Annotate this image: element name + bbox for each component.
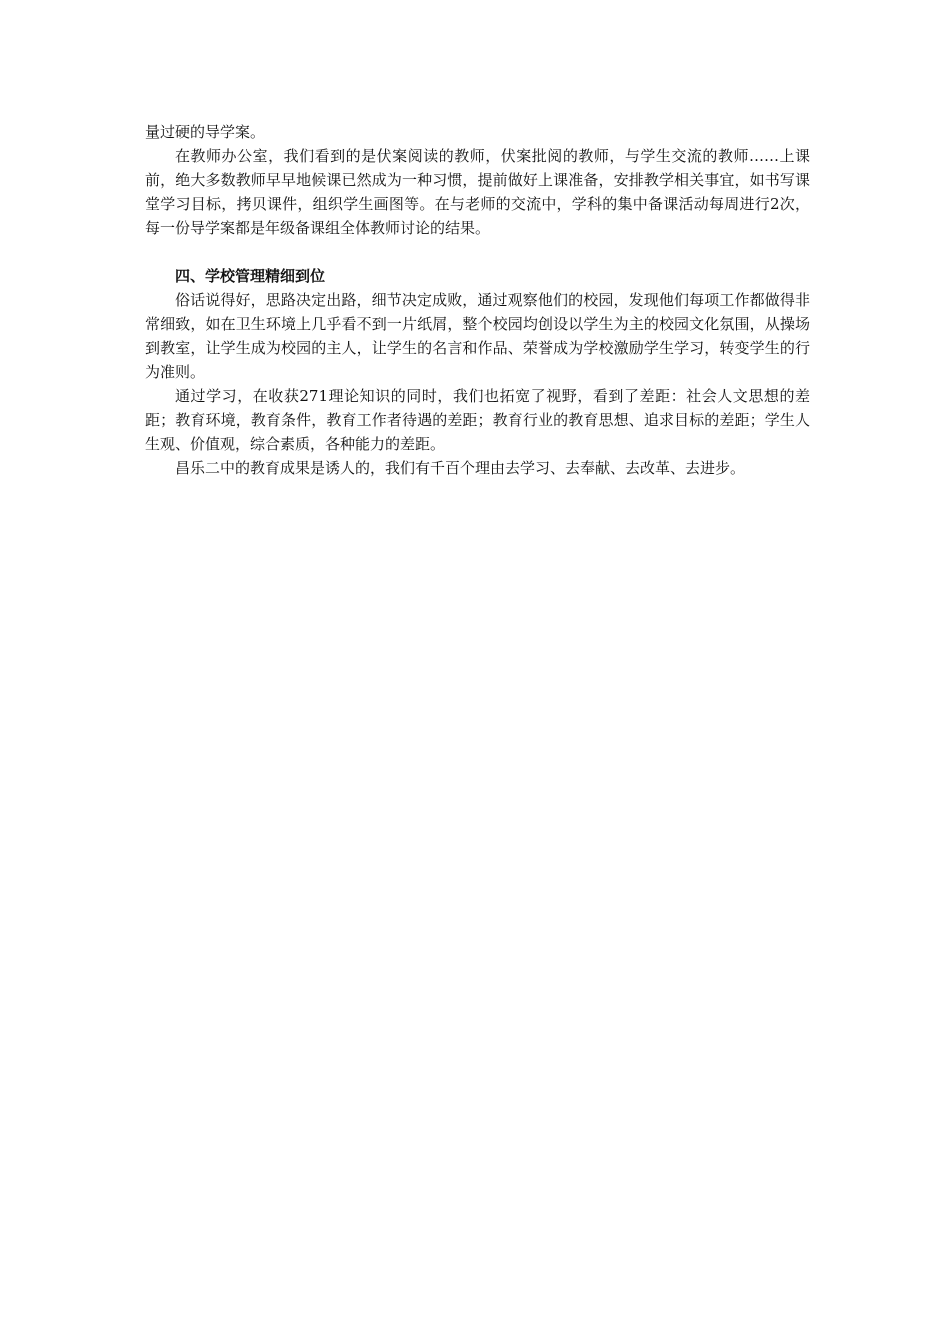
section-heading: 四、学校管理精细到位 <box>175 267 326 285</box>
paragraph-learning-gaps: 通过学习，在收获271理论知识的同时，我们也拓宽了视野，看到了差距：社会人文思想的差距；教育环境，教育条件，教育工作者待遇的差距；教育行业的教育思想、追求目标的差距；学生人生观、价值观，综合素质，各种能力的差距。 <box>145 387 810 453</box>
paragraph-continuation: 量过硬的导学案。 <box>145 123 266 141</box>
paragraph-conclusion: 昌乐二中的教育成果是诱人的，我们有千百个理由去学习、去奉献、去改革、去进步。 <box>175 459 746 477</box>
document-body <box>145 120 810 480</box>
paragraph-spacer <box>145 240 810 264</box>
paragraph-school-management: 俗话说得好，思路决定出路，细节决定成败，通过观察他们的校园，发现他们每项工作都做得非常细致，如在卫生环境上几乎看不到一片纸屑，整个校园均创设以学生为主的校园文化氛围，从操场到教室，让学生成为校园的主人，让学生的名言和作品、荣誉成为学校激励学生学习，转变学生的行为准则。 <box>145 291 810 381</box>
paragraph-teacher-office: 在教师办公室，我们看到的是伏案阅读的教师，伏案批阅的教师，与学生交流的教师……上课前，绝大多数教师早早地候课已然成为一种习惯，提前做好上课准备，安排教学相关事宜，如书写课堂学习目标，拷贝课件，组织学生画图等。在与老师的交流中，学科的集中备课活动每周进行2次，每一份导学案都是年级备课组全体教师讨论的结果。 <box>145 147 810 237</box>
